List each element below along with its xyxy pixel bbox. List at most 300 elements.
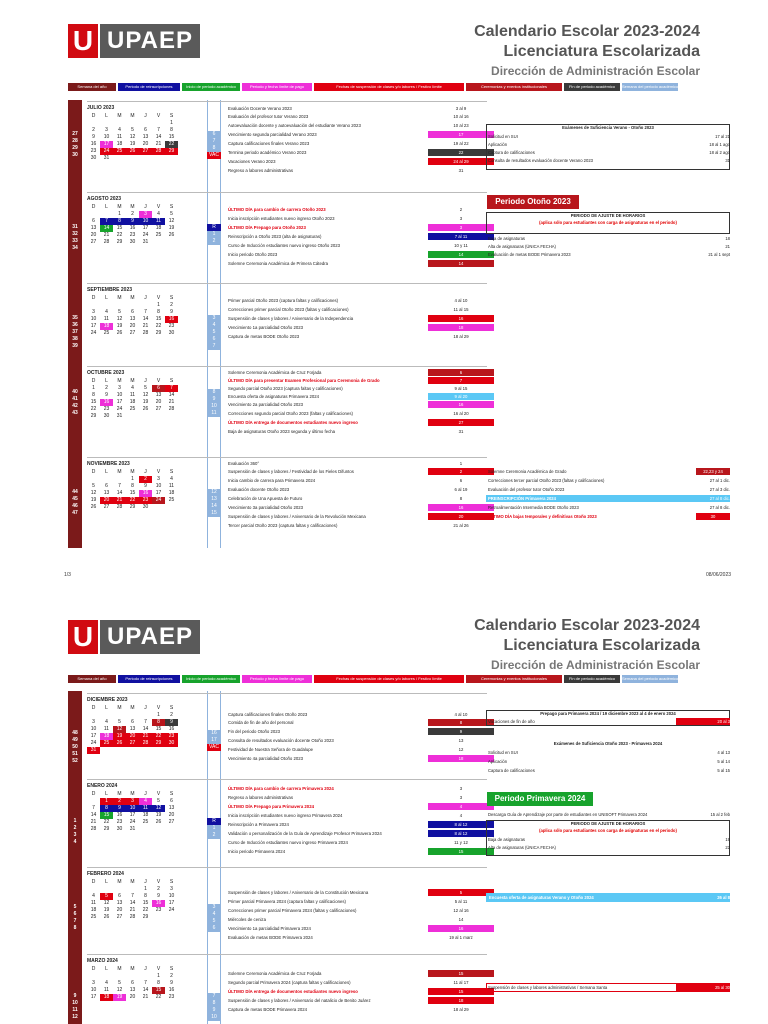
week-row [87, 385, 207, 392]
day-cell: 5 [92, 483, 95, 489]
day-cell: 28 [116, 504, 123, 510]
event-date: 2 [428, 468, 494, 475]
day-cell: 26 [103, 914, 110, 920]
day-cell: 13 [90, 225, 97, 231]
ajuste-row-value: 21 al 1 sept [708, 252, 730, 257]
event-date: 16 al 20 [453, 411, 469, 416]
week-row [87, 973, 207, 980]
weekday-label: J [144, 705, 147, 711]
week-row [87, 719, 207, 726]
suficiencia-row-value: 17 al 21 [715, 134, 730, 139]
day-cell [100, 973, 113, 980]
week-row [87, 740, 207, 747]
month-calendar [87, 461, 207, 510]
month-divider [87, 954, 487, 955]
day-cell: 6 [170, 798, 173, 804]
day-cell: 13 [129, 726, 136, 732]
nov-row-value: 27 al 8 dic. [709, 505, 730, 510]
guia-value: 15 al 2 feb [710, 812, 730, 817]
academic-week: 12 [207, 489, 221, 496]
day-cell: 19 [113, 994, 126, 1001]
nov-row-label: Solemne Ceremonia Académica de Grado [488, 469, 567, 474]
event-label: Inicia inscripción estudiantes nuevo ingreso Otoño 2023 [228, 216, 335, 221]
week-row [87, 987, 207, 994]
week-number: 6 [68, 911, 82, 918]
weekday-label: V [156, 791, 161, 797]
week-row [87, 232, 207, 239]
day-cell: 15 [155, 316, 162, 322]
week-row [87, 323, 207, 330]
legend [68, 675, 730, 683]
day-cell: 8 [144, 893, 147, 899]
legend-item: Fechas de suspensión de clases y/o labores / Festivo límite [314, 83, 464, 91]
day-cell: 15 [155, 726, 162, 732]
day-cell: 31 [103, 155, 110, 161]
academic-week: 3 [207, 904, 221, 911]
day-cell: 21 [90, 819, 97, 825]
legend-item: Periodo de reinscripciones [118, 83, 180, 91]
suf-title: Exámenes de Suficiencia Otoño 2023 - Primavera 2024 [553, 741, 663, 746]
day-cell: 25 [168, 497, 175, 503]
event-date: 21 al 26 [453, 523, 469, 528]
event-date: 3 [459, 795, 463, 800]
week-number: 51 [68, 751, 82, 758]
day-cell: 27 [116, 914, 123, 920]
day-cell [100, 302, 113, 309]
day-cell: 15 [168, 134, 175, 140]
day-cell: 22 [142, 907, 149, 913]
day-cell: 6 [105, 483, 108, 489]
month-title: DICIEMBRE 2023 [87, 697, 128, 703]
day-cell: 11 [103, 316, 110, 322]
week-row [87, 994, 207, 1001]
page-number: 1/3 [64, 572, 71, 578]
event-label: ÚLTIMO DÍA entrega de documentos estudiantes nuevo ingreso [228, 989, 358, 994]
day-cell: 8 [100, 805, 113, 812]
weekday-label: V [156, 295, 161, 301]
event-date: 12 [458, 747, 464, 752]
day-cell: 21 [142, 994, 149, 1000]
day-cell: 18 [100, 733, 113, 740]
day-cell: 20 [126, 733, 139, 740]
weekday-label: L [105, 966, 108, 972]
suficiencia-row-value: 18 al 2 ago [709, 150, 730, 155]
day-cell: 24 [90, 740, 97, 746]
day-cell: 6 [131, 980, 134, 986]
event-date: 3 [459, 786, 463, 791]
week-row [87, 392, 207, 399]
week-row [87, 893, 207, 900]
day-cell: 3 [170, 886, 173, 892]
event-date: 5 [428, 889, 494, 896]
academic-week: 3 [207, 315, 221, 322]
day-cell: 6 [152, 385, 165, 392]
week-row [87, 712, 207, 719]
weekday-label: D [91, 705, 96, 711]
day-cell: 14 [129, 900, 136, 906]
guia-label: Descarga Guía de Aprendizaje por parte de estudiantes en UNISOFT Primavera 2024 [488, 812, 648, 817]
legend-item: Inicio de periodo académico [182, 83, 240, 91]
day-cell: 19 [90, 497, 97, 503]
legend-item: Ceremonias y eventos institucionales [466, 83, 562, 91]
week-number: 49 [68, 737, 82, 744]
event-date: 9 al 15 [454, 386, 468, 391]
day-cell [100, 211, 113, 218]
event-label: ÚLTIMO DÍA Prepago para Otoño 2023 [228, 225, 306, 230]
day-cell: 10 [116, 392, 123, 398]
day-cell: 1 [100, 798, 113, 805]
day-cell: 1 [131, 476, 134, 482]
event-label: Consulta de resultados evaluación docente Otoño 2023 [228, 738, 334, 743]
day-cell: 28 [129, 914, 136, 920]
day-cell: 11 [103, 726, 110, 732]
academic-week: 17 [207, 737, 221, 744]
event-date: 6 [459, 478, 463, 483]
page-department: Dirección de Administración Escolar [491, 658, 700, 672]
academic-week: R [207, 818, 221, 825]
day-cell: 23 [116, 819, 123, 825]
month-divider [87, 192, 487, 193]
suficiencia-row-value: 18 al 1 ago [709, 142, 730, 147]
encuesta-bar: Encuesta oferta de asignaturas Verano y Otoño 2024 [486, 893, 730, 902]
event-date: 20 [428, 513, 494, 520]
day-cell: 3 [92, 980, 95, 986]
day-cell [165, 826, 178, 833]
nov-row-value: 30 [696, 513, 730, 520]
day-cell [100, 712, 113, 719]
nov-row-label: Correcciones tercer parcial Otoño 2023 (faltas y calificaciones) [488, 478, 605, 483]
day-cell: 14 [168, 392, 175, 398]
day-cell [87, 120, 100, 127]
week-number: 40 [68, 389, 82, 396]
day-cell: 23 [103, 406, 110, 412]
weekday-label: J [144, 879, 147, 885]
logo-u-mark: U [68, 24, 98, 58]
weekday-label: V [156, 966, 161, 972]
event-label: Primer parcial Primavera 2024 (captura faltas y calificaciones) [228, 899, 346, 904]
weekday-label: J [144, 966, 147, 972]
day-cell: 22 [116, 232, 123, 238]
day-cell [126, 302, 139, 309]
day-cell: 12 [90, 490, 97, 496]
day-cell: 6 [92, 218, 95, 224]
day-cell [139, 747, 152, 754]
event-label: Inicio periodo Otoño 2023 [228, 252, 278, 257]
weekday-label: M [130, 705, 135, 711]
legend-item: Fin de periodo académico [564, 675, 620, 683]
week-number: 9 [68, 993, 82, 1000]
day-cell: 27 [129, 330, 136, 336]
event-label: Reinscripción a Primavera 2024 [228, 822, 289, 827]
event-date: 24 al 29 [428, 158, 494, 165]
academic-week: 5 [207, 329, 221, 336]
pago-row-label: Vacaciones de fin de año [488, 719, 535, 724]
day-cell: 12 [168, 218, 175, 224]
day-cell [126, 120, 139, 127]
month-title: SEPTIEMBRE 2023 [87, 287, 133, 293]
day-cell: 18 [129, 399, 136, 405]
event-label: Reinscripción a Otoño 2023 (alta de asignaturas) [228, 234, 322, 239]
legend-item: Periodo y fecha límite de pago [242, 675, 312, 683]
event-label: Evaluación Docente Verano 2023 [228, 106, 292, 111]
day-cell: 22 [155, 323, 162, 329]
weekday-label: M [130, 295, 135, 301]
day-cell [113, 302, 126, 309]
event-label: Validación o personalización de la Guía de Aprendizaje Profesor Primavera 2024 [228, 831, 382, 836]
week-row [87, 148, 207, 155]
ajuste-note: (aplica sólo para estudiantes con carga de asignaturas en el periodo) [539, 828, 677, 833]
day-cell: 5 [100, 893, 113, 900]
day-cell: 8 [92, 392, 95, 398]
day-cell: 20 [100, 497, 113, 504]
weekday-label: S [169, 791, 174, 797]
week-row [87, 155, 207, 162]
weekday-label: J [144, 378, 147, 384]
day-cell: 19 [129, 141, 136, 147]
day-cell: 13 [116, 900, 123, 906]
day-cell: 3 [92, 309, 95, 315]
day-cell: 13 [142, 134, 149, 140]
week-row [87, 980, 207, 987]
day-cell: 30 [168, 330, 175, 336]
event-date: 10 y 11 [454, 243, 468, 248]
event-label: Inicia inscripción estudiantes nuevo ingreso Primavera 2024 [228, 813, 343, 818]
weekday-label: M [130, 879, 135, 885]
month-title: OCTUBRE 2023 [87, 370, 125, 376]
day-cell [100, 747, 113, 754]
day-cell [152, 504, 165, 511]
day-cell [100, 886, 113, 893]
day-cell: 2 [170, 712, 173, 718]
day-cell: 12 [116, 987, 123, 993]
day-cell: 26 [142, 406, 149, 412]
week-number: 41 [68, 396, 82, 403]
day-cell [139, 302, 152, 309]
event-date: 22 [428, 149, 494, 156]
week-row [87, 504, 207, 511]
month-divider [87, 101, 487, 102]
day-cell [113, 712, 126, 719]
day-cell: 24 [129, 819, 136, 825]
month-divider [87, 779, 487, 780]
day-cell [113, 155, 126, 162]
day-cell: 22 [90, 406, 97, 412]
academic-week: 9 [207, 1007, 221, 1014]
day-cell: 30 [90, 155, 97, 161]
week-number: 44 [68, 489, 82, 496]
event-date: 14 [428, 251, 494, 258]
day-cell: 1 [157, 302, 160, 308]
legend-item: Ceremonias y eventos institucionales [466, 675, 562, 683]
day-cell: 21 [113, 497, 126, 504]
week-row [87, 120, 207, 127]
event-label: Segundo parcial Primavera 2024 (captura faltas y calificaciones) [228, 980, 351, 985]
event-date: 8 [428, 719, 494, 726]
event-date: 18 [428, 324, 494, 331]
weekday-header [87, 113, 207, 120]
legend-item: Periodo y fecha límite de pago [242, 83, 312, 91]
day-cell: 17 [142, 225, 149, 231]
day-cell: 2 [170, 973, 173, 979]
day-cell: 21 [139, 733, 152, 740]
day-cell: 23 [168, 994, 175, 1000]
weekday-label: L [105, 469, 108, 475]
day-cell: 16 [139, 490, 152, 497]
day-cell: 1 [157, 973, 160, 979]
day-cell: 19 [155, 812, 162, 818]
week-row [87, 225, 207, 232]
weekday-label: D [91, 378, 96, 384]
week-number: 39 [68, 343, 82, 350]
day-cell: 8 [152, 719, 165, 726]
week-row [87, 812, 207, 819]
ajuste-note: (aplica sólo para estudiantes con carga de asignaturas en el periodo) [539, 220, 677, 225]
event-label: Suspensión de clases y labores / Aniversario de la Constitución Mexicana [228, 890, 369, 895]
event-date: 6 [428, 369, 494, 376]
day-cell: 12 [116, 316, 123, 322]
suficiencia-row-label: Captura de calificaciones [488, 150, 535, 155]
event-label: Inicio periodo Primavera 2024 [228, 849, 286, 854]
weekday-label: M [117, 879, 122, 885]
event-date: 9 [428, 728, 494, 735]
encuesta-value: 26 al 8 [717, 895, 730, 900]
week-row [87, 127, 207, 134]
day-cell: 12 [129, 134, 136, 140]
day-cell: 20 [129, 994, 136, 1000]
legend [68, 83, 730, 91]
event-label: Curso de Inducción estudiantes nuevo ingreso Primavera 2024 [228, 840, 348, 845]
day-cell: 16 [165, 316, 178, 323]
event-date: 5 al 11 [454, 899, 468, 904]
academic-week: 7 [207, 138, 221, 145]
day-cell [165, 747, 178, 754]
day-cell: 2 [92, 127, 95, 133]
day-cell: 12 [103, 900, 110, 906]
event-label: Primer parcial Otoño 2023 (captura faltas y calificaciones) [228, 298, 339, 303]
day-cell: 20 [155, 399, 162, 405]
suf-row-value: 5 al 15 [717, 768, 730, 773]
day-cell: 16 [100, 399, 113, 406]
academic-week: 13 [207, 496, 221, 503]
logo-u-mark: U [68, 620, 98, 654]
upaep-logo [68, 620, 198, 654]
academic-week: VAC [207, 744, 221, 751]
day-cell: 5 [118, 719, 121, 725]
day-cell: 19 [142, 399, 149, 405]
event-date: 6 al 19 [454, 487, 468, 492]
day-cell: 17 [129, 812, 136, 818]
day-cell: 26 [168, 232, 175, 238]
day-cell: 26 [90, 504, 97, 510]
week-number: 28 [68, 138, 82, 145]
day-cell: 23 [155, 907, 162, 913]
day-cell [139, 155, 152, 162]
weekday-label: V [156, 705, 161, 711]
day-cell: 4 [92, 893, 95, 899]
suficiencia-title: Exámenes de Suficiencia Verano - Otoño 2023 [562, 125, 654, 130]
weekday-label: M [130, 204, 135, 210]
event-date: 15 [428, 988, 494, 995]
day-cell: 30 [129, 239, 136, 245]
week-row [87, 900, 207, 907]
weekday-label: V [156, 469, 161, 475]
event-date: 13 [458, 738, 464, 743]
month-calendar [87, 105, 207, 161]
day-cell: 8 [131, 483, 134, 489]
day-cell: 1 [92, 385, 95, 391]
weekday-label: M [117, 791, 122, 797]
day-cell: 16 [90, 141, 97, 147]
event-date: 12 al 16 [453, 908, 469, 913]
month-divider [87, 457, 487, 458]
weekday-label: M [117, 469, 122, 475]
day-cell: 27 [139, 148, 152, 155]
day-cell [139, 826, 152, 833]
day-cell: 28 [103, 239, 110, 245]
month-title: AGOSTO 2023 [87, 196, 122, 202]
event-label: Solemne Ceremonia Académica de Cruz Forjada [228, 971, 322, 976]
week-row [87, 733, 207, 740]
event-date: 31 [458, 429, 464, 434]
suf-row-label: Aplicación [488, 759, 508, 764]
day-cell: 22 [155, 994, 162, 1000]
day-cell: 20 [168, 812, 175, 818]
day-cell: 27 [103, 504, 110, 510]
day-cell: 10 [155, 483, 162, 489]
day-cell: 4 [105, 980, 108, 986]
day-cell: 15 [142, 900, 149, 906]
day-cell: 4 [170, 476, 173, 482]
day-cell: 16 [129, 225, 136, 231]
academic-week: 8 [207, 1000, 221, 1007]
day-cell [165, 239, 178, 246]
month-calendar [87, 783, 207, 832]
month-calendar [87, 196, 207, 245]
day-cell: 18 [142, 812, 149, 818]
day-cell: 18 [155, 225, 162, 231]
weekday-label: L [105, 705, 108, 711]
week-number: 33 [68, 238, 82, 245]
event-label: Evaluación del profesor tutor Verano 2023 [228, 114, 309, 119]
day-cell: 18 [100, 994, 113, 1001]
day-cell [126, 413, 139, 420]
event-date: 17 [428, 131, 494, 138]
day-cell: 19 [113, 733, 126, 740]
day-cell: 23 [165, 733, 178, 740]
day-cell: 6 [118, 893, 121, 899]
event-date: 16 [428, 401, 494, 408]
day-cell: 12 [152, 805, 165, 812]
day-cell: 27 [90, 239, 97, 245]
day-cell [152, 747, 165, 754]
suficiencia-row-label: Aplicación [488, 142, 508, 147]
event-label: Vacaciones Verano 2023 [228, 159, 276, 164]
event-date: 14 [458, 917, 464, 922]
day-cell: 9 [157, 893, 160, 899]
weekday-label: L [105, 791, 108, 797]
nov-row-label: ÚLTIMO DÍA bajas temporales y definitivas Otoño 2023 [488, 514, 597, 519]
academic-week: 1 [207, 825, 221, 832]
day-cell: 14 [142, 316, 149, 322]
day-cell: 28 [139, 740, 152, 747]
week-number: 52 [68, 758, 82, 765]
week-row [87, 907, 207, 914]
day-cell: 23 [168, 323, 175, 329]
day-cell: 24 [90, 330, 97, 336]
day-cell: 7 [144, 980, 147, 986]
day-cell: 2 [113, 798, 126, 805]
day-cell: 8 [157, 309, 160, 315]
